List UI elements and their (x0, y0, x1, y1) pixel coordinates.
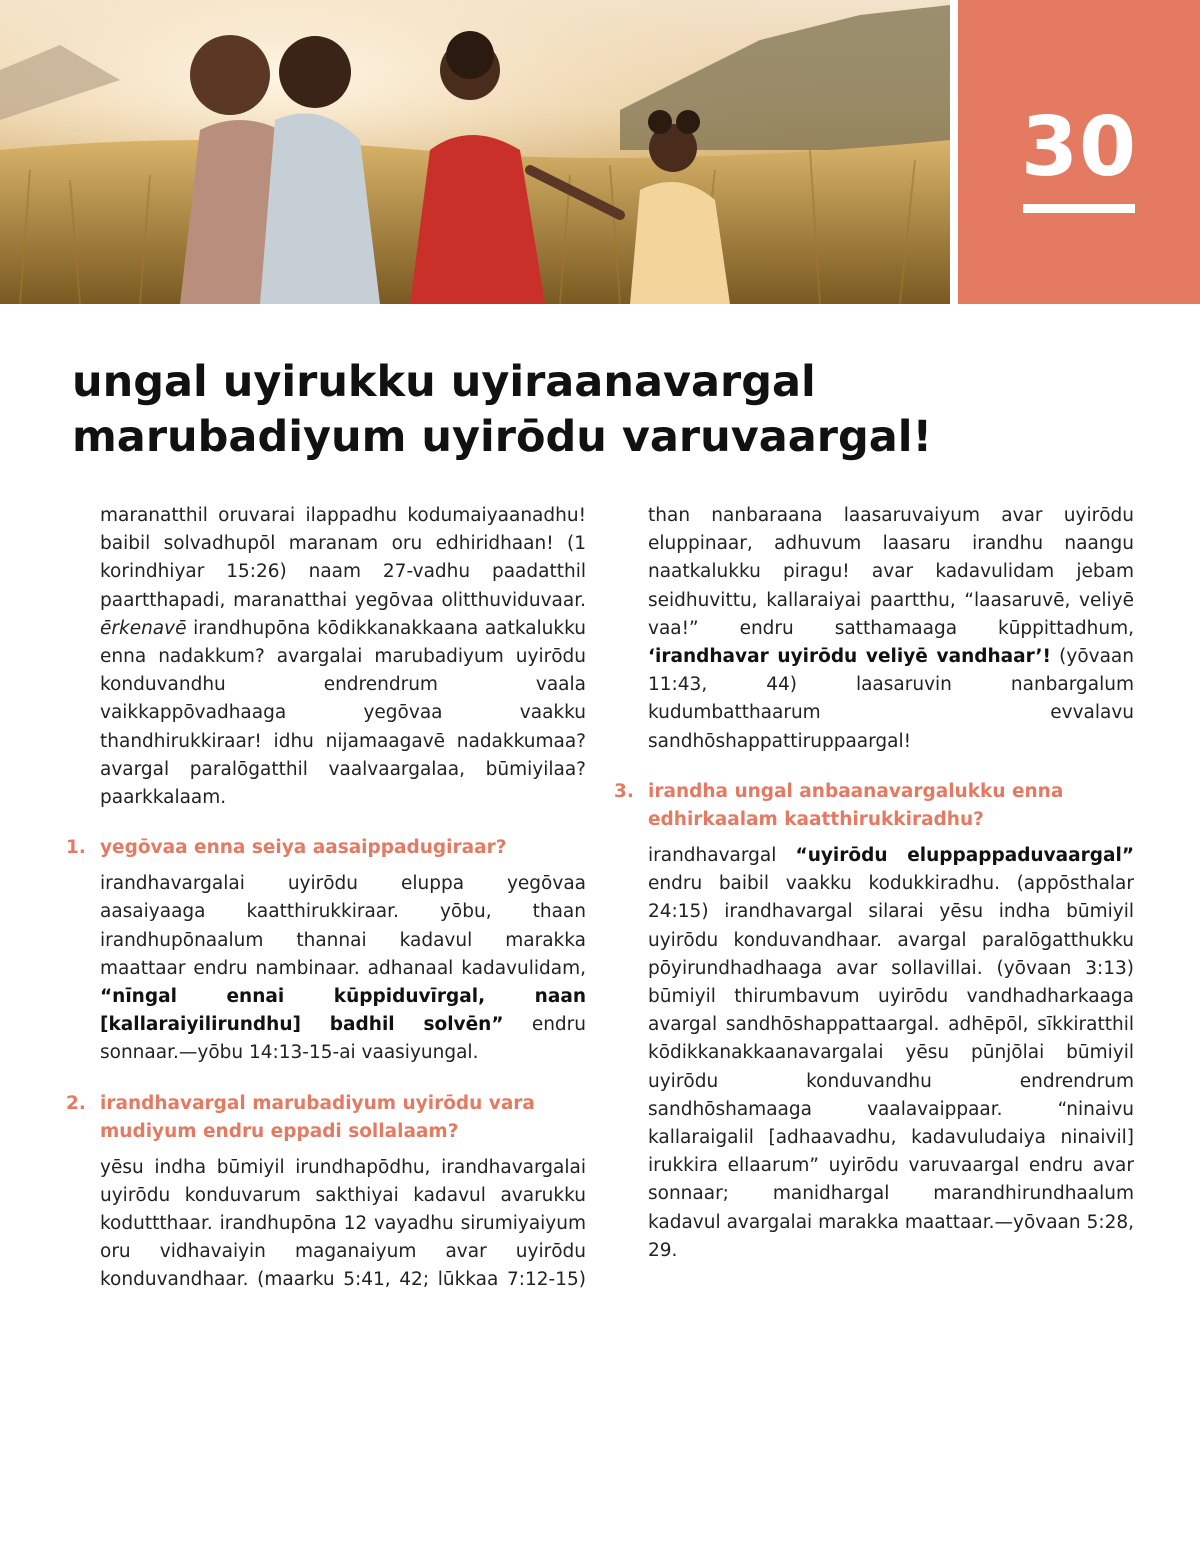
answer-2-text-a: yēsu indha būmiyil irundhapōdhu, irandhavargalai uyirōdu konduvarum sakthiyai kadavul avarukku koduttthaar. irandhupōna 12 vayadhu sirumiyaiyum oru vidhavaiyin maganaiyum avar uyirōdu konduvandhaar. (maarku 5:41, 42; lūkkaa 7:12-15) (100, 1156, 586, 1291)
intro-text-1: maranatthil oruvarai ilappadhu kodumaiyaanadhu! baibil solvadhupōl maranam oru edhiridhaan! (1 korindhiyar 15:26) naam 27-vadhu paadatthil paartthapadi, maranatthai yegōvaa olitthuviduvaar. (100, 505, 586, 611)
intro-emphasis: ērkenavē (100, 617, 187, 639)
intro-text-2: irandhupōna kōdikkanakkaana aatkalukku enna nadakkum? avargalai marubadiyum uyirōdu konduvandhu endrendrum vaala vaikkappōvadhaaga yegōvaa vaakku thandhirukkiraar! idhu nijamaagavē nadakkumaa? avargal paralōgatthil vaalvaargalaa, būmiyilaa? paarkkalaam. (100, 617, 586, 809)
question-3-text: irandha ungal anbaanavargalukku enna edhirkaalam kaatthirukkiradhu? (648, 781, 1064, 830)
answer-2-paragraph (100, 1154, 586, 1296)
answer-2-cont-bold: ‘irandhavar uyirōdu veliyē vandhaar’! (648, 646, 1051, 668)
question-1-heading (66, 834, 586, 862)
badge-underline (1023, 204, 1135, 213)
lesson-number: 30 (1020, 100, 1138, 195)
answer-1-bold: “nīngal ennai kūppiduvīrgal, naan [kallaraiyilirundhu] badhil solvēn” (100, 986, 586, 1036)
answer-1-text-b: endru sonnaar.—yōbu 14:13-15-ai vaasiyungal. (100, 1014, 586, 1064)
answer-2-continuation (614, 502, 1134, 756)
right-column (614, 502, 1134, 1265)
page-title (72, 355, 1132, 465)
intro-paragraph (100, 502, 586, 812)
answer-2-cont-text-a: than nanbaraana laasaruvaiyum avar uyirōdu eluppinaar, adhuvum laasaru irandhu naangu naatkalukku piragu! avar kadavulidam jebam seidhuvittu, kallaraiyai paartthu, “laasaruvē, veliyē vaa!” endru satthamaaga kūppittadhum, (648, 505, 1134, 639)
question-3-heading (614, 778, 1134, 834)
answer-2-cont-text-b: (yōvaan 11:43, 44) laasaruvin nanbargalum kudumbatthaarum evvalavu sandhōshappattiruppaargal! (648, 646, 1134, 752)
answer-3-bold: “uyirōdu eluppappaduvaargal” (795, 845, 1134, 866)
question-1-number: 1. (66, 837, 86, 859)
family-in-field-illustration (0, 0, 950, 304)
hero-photo (0, 0, 950, 304)
left-column (66, 502, 586, 1296)
answer-2-continued-paragraph (648, 502, 1134, 756)
page-title-line-1: ungal uyirukku uyiraanavargal (72, 357, 816, 407)
answer-3-paragraph (648, 842, 1134, 1265)
answer-3-text-b: endru baibil vaakku kodukkiradhu. (appōsthalar 24:15) irandhavargal silarai yēsu indha būmiyil uyirōdu konduvandhaar. avargal paralōgatthukku pōyirundhadhaaga avar sollavillai. (yōvaan 3:13) būmiyil thirumbavum uyirōdu vandhadharkaaga avargal sandhōshappattaargal. adhēpōl, sīkkiratthil kōdikkanakkaanavargalai yēsu pūnjōlai būmiyil uyirōdu konduvandhu endrendrum sandhōshamaaga vaalavaippaar. “ninaivu kallaraigalil [adhaavadhu, kadavuludaiya ninaivil] irukkira ellaarum” uyirōdu varuvaargal endru avar sonnaar; manidhargal marandhirundhaalum kadavul avargalai marakka maattaar.—yōvaan 5:28, 29. (648, 873, 1134, 1261)
question-2-text: irandhavargal marubadiyum uyirōdu vara mudiyum endru eppadi sollalaam? (100, 1092, 535, 1142)
question-1-text: yegōvaa enna seiya aasaippadugiraar? (100, 837, 507, 859)
page-title-line-2: marubadiyum uyirōdu varuvaargal! (72, 412, 933, 462)
answer-1-paragraph (100, 870, 586, 1067)
lesson-number-badge (958, 0, 1200, 304)
answer-1-text-a: irandhavargalai uyirōdu eluppa yegōvaa aasaiyaaga kaatthirukkiraar. yōbu, thaan irandhupōnaalum thannai kadavul marakka maattaar endru nambinaar. adhanaal kadavulidam, (100, 873, 586, 979)
question-2-number: 2. (66, 1092, 86, 1114)
answer-3-text-a: irandhavargal (648, 845, 777, 866)
question-3-number: 3. (614, 781, 634, 802)
question-2-heading (66, 1090, 586, 1146)
